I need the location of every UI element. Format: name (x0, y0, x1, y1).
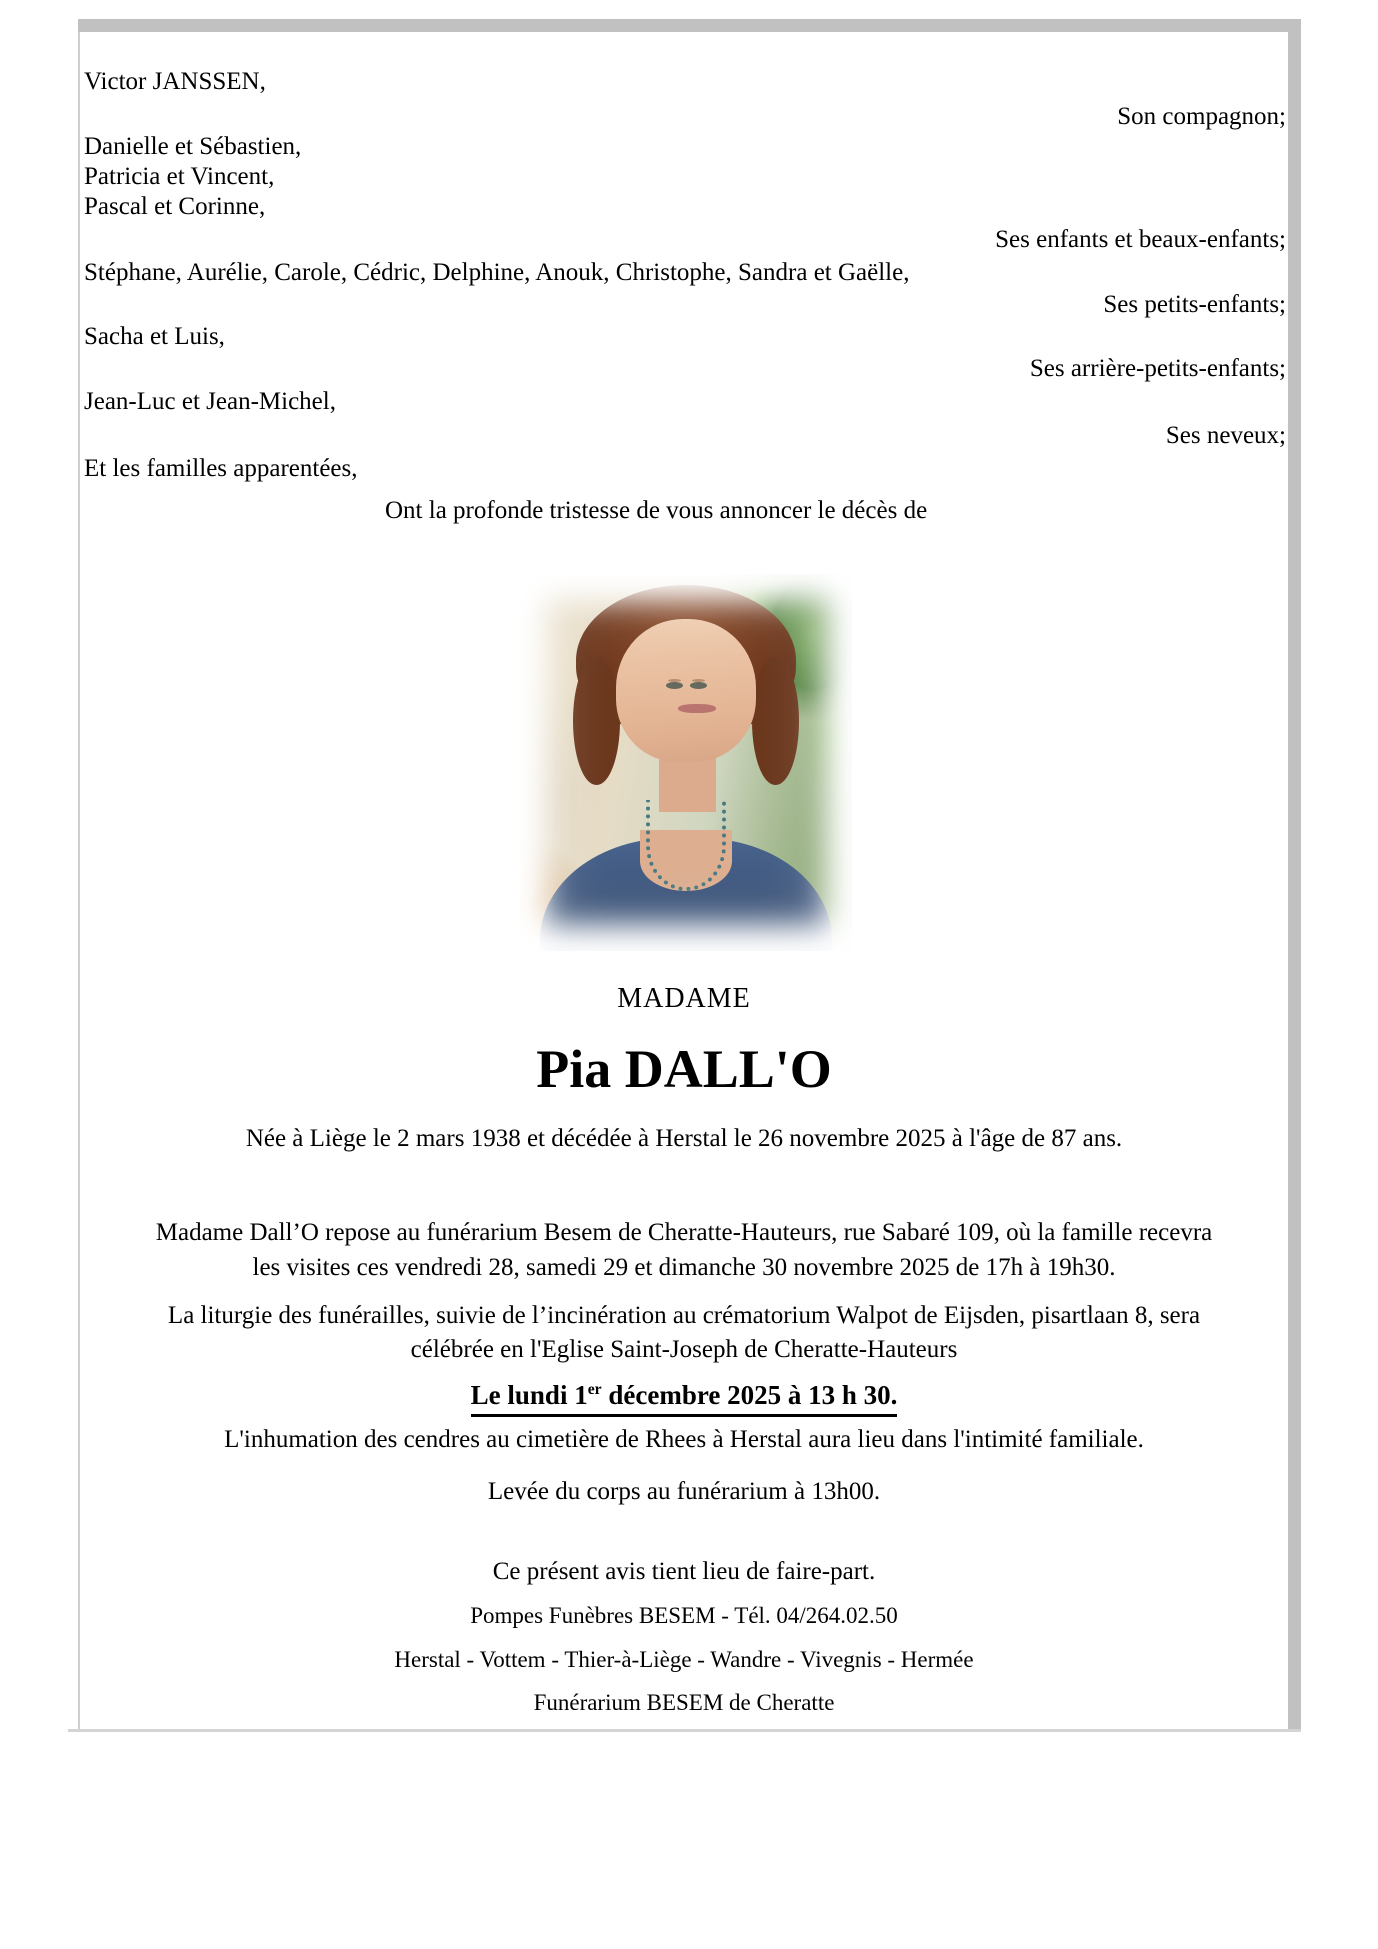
companion-name: Victor JANSSEN, (84, 68, 266, 95)
announcement-sheet (78, 32, 1288, 1729)
liturgy-line-1: La liturgie des funérailles, suivie de l’incinération au crématorium Walpot de Eijsden, pisartlaan 8, sera (167, 1302, 1201, 1329)
funeral-home-locations: Herstal - Vottem - Thier-à-Liège - Wandre - Vivegnis - Hermée (394, 1647, 974, 1672)
nephews-names: Jean-Luc et Jean-Michel, (84, 388, 336, 415)
levee-line: Levée du corps au funérarium à 13h00. (487, 1478, 881, 1505)
repose-line-1: Madame Dall’O repose au funérarium Besem de Cheratte-Hauteurs, rue Sabaré 109, où la famille recevra (155, 1219, 1213, 1246)
repose-paragraph (80, 1215, 1288, 1285)
children-label: Ses enfants et beaux-enfants; (995, 226, 1286, 253)
life-dates-line: Née à Liège le 2 mars 1938 et décédée à Herstal le 26 novembre 2025 à l'âge de 87 ans. (245, 1125, 1123, 1152)
deceased-title: MADAME (617, 983, 751, 1014)
page-right-shadow (1288, 19, 1301, 1732)
related-families-line: Et les familles apparentées, (84, 455, 358, 482)
grandchildren-label: Ses petits-enfants; (1103, 291, 1286, 318)
liturgy-paragraph (80, 1299, 1288, 1367)
companion-label: Son compagnon; (1117, 103, 1286, 130)
great-grandchildren-names: Sacha et Luis, (84, 323, 225, 350)
deceased-name: Pia DALL'O (536, 1039, 832, 1099)
page-frame (78, 19, 1301, 1732)
inhumation-line: L'inhumation des cendres au cimetière de Rhees à Herstal aura lieu dans l'intimité familiale. (224, 1426, 1144, 1453)
child-name-3: Pascal et Corinne, (84, 193, 266, 220)
page-bottom-edge (68, 1729, 1301, 1732)
ceremony-date-suffix: décembre 2025 à 13 h 30. (601, 1380, 898, 1410)
child-name-2: Patricia et Vincent, (84, 163, 275, 190)
great-grandchildren-label: Ses arrière-petits-enfants; (1029, 355, 1286, 382)
funeral-home-funerarium: Funérarium BESEM de Cheratte (533, 1690, 835, 1715)
ceremony-date-line (80, 1373, 1288, 1417)
notice-line: Ce présent avis tient lieu de faire-part. (492, 1558, 876, 1585)
ceremony-date-superscript: er (587, 1381, 602, 1398)
ceremony-date-underlined (471, 1373, 898, 1417)
portrait-photo (520, 574, 852, 951)
child-name-1: Danielle et Sébastien, (84, 133, 302, 160)
funeral-home-name-phone: Pompes Funèbres BESEM - Tél. 04/264.02.50 (470, 1603, 898, 1628)
photo-vignette (520, 574, 852, 951)
liturgy-line-2: célébrée en l'Eglise Saint-Joseph de Cheratte-Hauteurs (410, 1336, 958, 1363)
announcement-line: Ont la profonde tristesse de vous annoncer le décès de (385, 497, 928, 524)
page-top-shadow (78, 19, 1301, 32)
grandchildren-names: Stéphane, Aurélie, Carole, Cédric, Delphine, Anouk, Christophe, Sandra et Gaëlle, (84, 259, 910, 286)
nephews-label: Ses neveux; (1165, 422, 1286, 449)
ceremony-date-prefix: Le lundi 1 (470, 1380, 588, 1410)
repose-line-2: les visites ces vendredi 28, samedi 29 et dimanche 30 novembre 2025 de 17h à 19h30. (252, 1254, 1116, 1281)
